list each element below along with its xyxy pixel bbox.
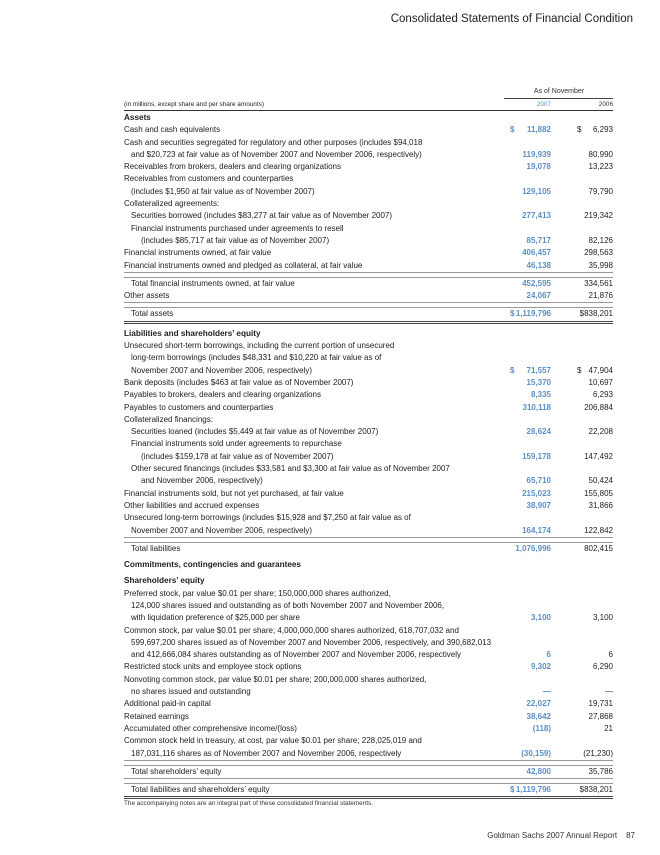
page-title: Consolidated Statements of Financial Condition: [390, 13, 633, 25]
table-row: [124, 377, 613, 389]
row-label: Preferred stock, par value $0.01 per share; 150,000,000 shares authorized,: [124, 588, 391, 598]
table-row: [124, 124, 613, 136]
value-2007: 129,105: [522, 186, 551, 196]
value-2007: 38,907: [526, 500, 551, 510]
row-label: Total assets: [131, 309, 174, 319]
row-label: Assets: [124, 113, 151, 122]
table-row: [124, 500, 613, 512]
row-label: Shareholders’ equity: [124, 576, 205, 586]
value-2007: 65,710: [526, 476, 551, 486]
value-2007: 8,335: [530, 390, 551, 400]
table-row: [124, 149, 613, 161]
value-2007: 9,302: [530, 662, 551, 672]
value-2007: 164,174: [522, 525, 551, 535]
year-prior-header: 2006: [598, 101, 613, 108]
header-divider: [504, 98, 613, 99]
value-2006: 35,786: [588, 766, 613, 776]
value-2006: 10,697: [588, 377, 613, 387]
table-row: [124, 542, 613, 555]
row-label: Retained earnings: [124, 711, 189, 721]
row-label: Commitments, contingencies and guarantees: [124, 560, 301, 570]
table-row: [124, 210, 613, 222]
row-label: Collateralized agreements:: [124, 199, 220, 209]
table-row: [124, 438, 613, 450]
table-row: [124, 352, 613, 364]
table-row: [124, 600, 613, 612]
row-label: Common stock, par value $0.01 per share; 4,000,000,000 shares authorized, 618,707,032 and: [124, 625, 459, 635]
value-2006: 35,998: [588, 260, 613, 270]
table-row: [124, 186, 613, 198]
row-label: November 2007 and November 2006, respectively): [131, 365, 312, 375]
value-2007: 6: [546, 650, 551, 660]
value-2007: 24,067: [526, 291, 551, 301]
value-2006: 3,100: [592, 613, 613, 623]
value-2006: —: [605, 687, 613, 697]
value-2007: 119,939: [522, 149, 551, 159]
value-2006: 155,805: [584, 488, 613, 498]
row-label: Financial instruments owned and pledged as collateral, at fair value: [124, 260, 363, 270]
value-2007: 22,027: [526, 699, 551, 709]
value-2007: 3,100: [530, 613, 551, 623]
table-row: [124, 414, 613, 426]
table-row: [124, 173, 613, 185]
table-row: [124, 649, 613, 661]
table-row: [124, 340, 613, 352]
table-row: [124, 198, 613, 210]
table-row: [124, 637, 613, 649]
row-label: Receivables from brokers, dealers and clearing organizations: [124, 162, 341, 172]
table-row: [124, 723, 613, 735]
row-label: Total financial instruments owned, at fair value: [131, 278, 295, 288]
section-heading: [124, 328, 613, 340]
row-label: Liabilities and shareholders’ equity: [124, 328, 261, 338]
row-label: Receivables from customers and counterparties: [124, 174, 294, 184]
table-row: [124, 661, 613, 673]
table-row: [124, 735, 613, 747]
value-2007: (118): [532, 723, 551, 733]
value-2007: 1,119,796: [515, 785, 551, 795]
table-row: [124, 389, 613, 401]
page-number: 87: [626, 831, 635, 840]
row-label: Unsecured short-term borrowings, including the current portion of unsecured: [124, 341, 395, 351]
value-2007: 46,138: [526, 260, 551, 270]
row-label: long-term borrowings (includes $48,331 and $10,220 at fair value as of: [131, 353, 382, 363]
table-row: [124, 260, 613, 273]
section-heading: [124, 559, 613, 571]
value-2007: 215,023: [522, 488, 551, 498]
table-row: [124, 161, 613, 173]
value-2006: 79,790: [588, 186, 613, 196]
row-label: and 412,666,084 shares outstanding as of November 2007 and November 2006, respectively: [131, 650, 461, 660]
value-2007: —: [543, 687, 551, 697]
value-2006: 21: [604, 723, 613, 733]
value-2006: 19,731: [588, 699, 613, 709]
statement-rows: [124, 112, 613, 799]
table-row: [124, 451, 613, 463]
table-row: [124, 235, 613, 247]
row-label: and November 2006, respectively): [141, 476, 263, 486]
value-2007: 310,118: [522, 402, 551, 412]
row-label: Payables to customers and counterparties: [124, 402, 274, 412]
row-label: and $20,723 at fair value as of November 2007 and November 2006, respectively): [131, 149, 422, 159]
row-label: Restricted stock units and employee stock options: [124, 662, 302, 672]
currency-2007: $: [510, 785, 515, 795]
row-label: Nonvoting common stock, par value $0.01 per share; 200,000,000 shares authorized,: [124, 674, 427, 684]
table-row: [124, 137, 613, 149]
value-2006: 6: [608, 650, 613, 660]
row-label: no shares issued and outstanding: [131, 687, 251, 697]
row-label: Bank deposits (includes $463 at fair value as of November 2007): [124, 377, 354, 387]
table-row: [124, 625, 613, 637]
row-label: 187,031,116 shares as of November 2007 and November 2006, respectively: [131, 748, 402, 758]
table-row: [124, 277, 613, 290]
units-note: (in millions, except share and per share amounts): [124, 101, 264, 108]
table-row: [124, 686, 613, 698]
value-2007: 15,370: [526, 377, 551, 387]
row-label: Financial instruments sold under agreements to repurchase: [131, 439, 342, 449]
value-2007: 11,882: [526, 125, 551, 135]
value-2006: 47,904: [588, 365, 613, 375]
row-label: 599,697,200 shares issued as of November 2007 and November 2006, respectively, and 390,682,013: [131, 637, 492, 647]
table-row: [124, 674, 613, 686]
value-2007: 277,413: [522, 211, 551, 221]
table-row: [124, 402, 613, 414]
value-2006: 22,208: [588, 427, 613, 437]
table-row: [124, 223, 613, 235]
value-2007: 159,178: [522, 451, 551, 461]
value-2007: 406,457: [522, 248, 551, 258]
value-2007: 1,119,796: [515, 309, 551, 319]
currency-2006: $: [577, 125, 582, 135]
footnote: The accompanying notes are an integral part of these consolidated financial statements.: [124, 800, 374, 807]
row-label: Total liabilities and shareholders’ equity: [131, 785, 270, 795]
row-label: Other assets: [124, 291, 170, 301]
row-label: Financial instruments owned, at fair value: [124, 248, 272, 258]
year-current-header: 2007: [536, 101, 551, 108]
table-row: [124, 512, 613, 524]
table-row: [124, 588, 613, 600]
currency-2007: $: [510, 309, 515, 319]
value-2006: 13,223: [588, 162, 613, 172]
row-label: Unsecured long-term borrowings (includes $15,928 and $7,250 at fair value as of: [124, 513, 411, 523]
table-row: [124, 463, 613, 475]
value-2007: 19,078: [526, 162, 551, 172]
row-label: with liquidation preference of $25,000 per share: [131, 613, 300, 623]
value-2006: 802,415: [584, 543, 613, 553]
value-2006: 219,342: [584, 211, 613, 221]
table-row: [124, 783, 613, 799]
row-label: November 2007 and November 2006, respectively): [131, 525, 312, 535]
table-row: [124, 711, 613, 723]
row-label: Other liabilities and accrued expenses: [124, 500, 260, 510]
currency-2007: $: [510, 365, 515, 375]
value-2007: 85,717: [526, 235, 551, 245]
currency-2006: $: [577, 365, 582, 375]
value-2006: 6,293: [592, 125, 613, 135]
value-2006: 206,884: [584, 402, 613, 412]
value-2006: (21,230): [583, 748, 613, 758]
table-row: [124, 426, 613, 438]
row-label: Securities loaned (includes $5,449 at fair value as of November 2007): [131, 427, 379, 437]
value-2007: 38,642: [526, 711, 551, 721]
row-label: Common stock held in treasury, at cost, par value $0.01 per share; 228,025,019 and: [124, 736, 422, 746]
value-2006: 80,990: [588, 149, 613, 159]
page-footer: [487, 831, 635, 840]
value-2006: 31,866: [588, 500, 613, 510]
table-row: [124, 488, 613, 500]
row-label: (includes $1,950 at fair value as of November 2007): [131, 186, 315, 196]
row-label: Total liabilities: [131, 543, 181, 553]
row-label: (includes $85,717 at fair value as of November 2007): [141, 235, 330, 245]
row-label: Financial instruments purchased under agreements to resell: [131, 223, 344, 233]
row-label: Accumulated other comprehensive income/(loss): [124, 723, 297, 733]
report-name: Goldman Sachs 2007 Annual Report: [487, 831, 618, 840]
table-row: [124, 525, 613, 538]
table-row: [124, 247, 613, 259]
row-label: Payables to brokers, dealers and clearing organizations: [124, 390, 322, 400]
as-of-header: As of November: [533, 88, 585, 95]
value-2006: 6,293: [592, 390, 613, 400]
table-row: [124, 365, 613, 377]
value-2007: 42,800: [526, 766, 551, 776]
value-2006: 50,424: [588, 476, 613, 486]
value-2006: 27,868: [588, 711, 613, 721]
value-2006: 122,842: [584, 525, 613, 535]
row-label: Financial instruments sold, but not yet purchased, at fair value: [124, 488, 344, 498]
table-row: [124, 698, 613, 710]
row-label: (includes $159,178 at fair value as of November 2007): [141, 451, 334, 461]
value-2006: 6,290: [592, 662, 613, 672]
value-2006: 21,876: [588, 291, 613, 301]
row-label: Additional paid-in capital: [124, 699, 211, 709]
table-row: [124, 290, 613, 303]
row-label: Securities borrowed (includes $83,277 at fair value as of November 2007): [131, 211, 393, 221]
value-2006: 298,563: [584, 248, 613, 258]
value-2007: (30,159): [521, 748, 551, 758]
value-2006: 82,126: [588, 235, 613, 245]
value-2006: $838,201: [579, 785, 613, 795]
section-heading: [124, 575, 613, 587]
value-2006: $838,201: [579, 309, 613, 319]
value-2006: 147,492: [584, 451, 613, 461]
currency-2007: $: [510, 125, 515, 135]
table-row: [124, 765, 613, 779]
row-label: Other secured financings (includes $33,581 and $3,300 at fair value as of November 2007: [131, 464, 450, 474]
value-2007: 452,595: [522, 278, 551, 288]
row-label: Cash and securities segregated for regulatory and other purposes (includes $94,018: [124, 137, 423, 147]
value-2007: 1,076,996: [515, 543, 551, 553]
header-rule: [124, 110, 613, 111]
table-row: [124, 307, 613, 323]
value-2006: 334,561: [584, 278, 613, 288]
section-heading: [124, 112, 613, 124]
row-label: 124,000 shares issued and outstanding as of both November 2007 and November 2006,: [131, 600, 445, 610]
table-row: [124, 612, 613, 624]
value-2007: 28,624: [526, 427, 551, 437]
value-2007: 71,557: [526, 365, 551, 375]
table-row: [124, 475, 613, 487]
row-label: Total shareholders’ equity: [131, 766, 222, 776]
row-label: Collateralized financings:: [124, 414, 213, 424]
row-label: Cash and cash equivalents: [124, 125, 221, 135]
table-row: [124, 748, 613, 761]
